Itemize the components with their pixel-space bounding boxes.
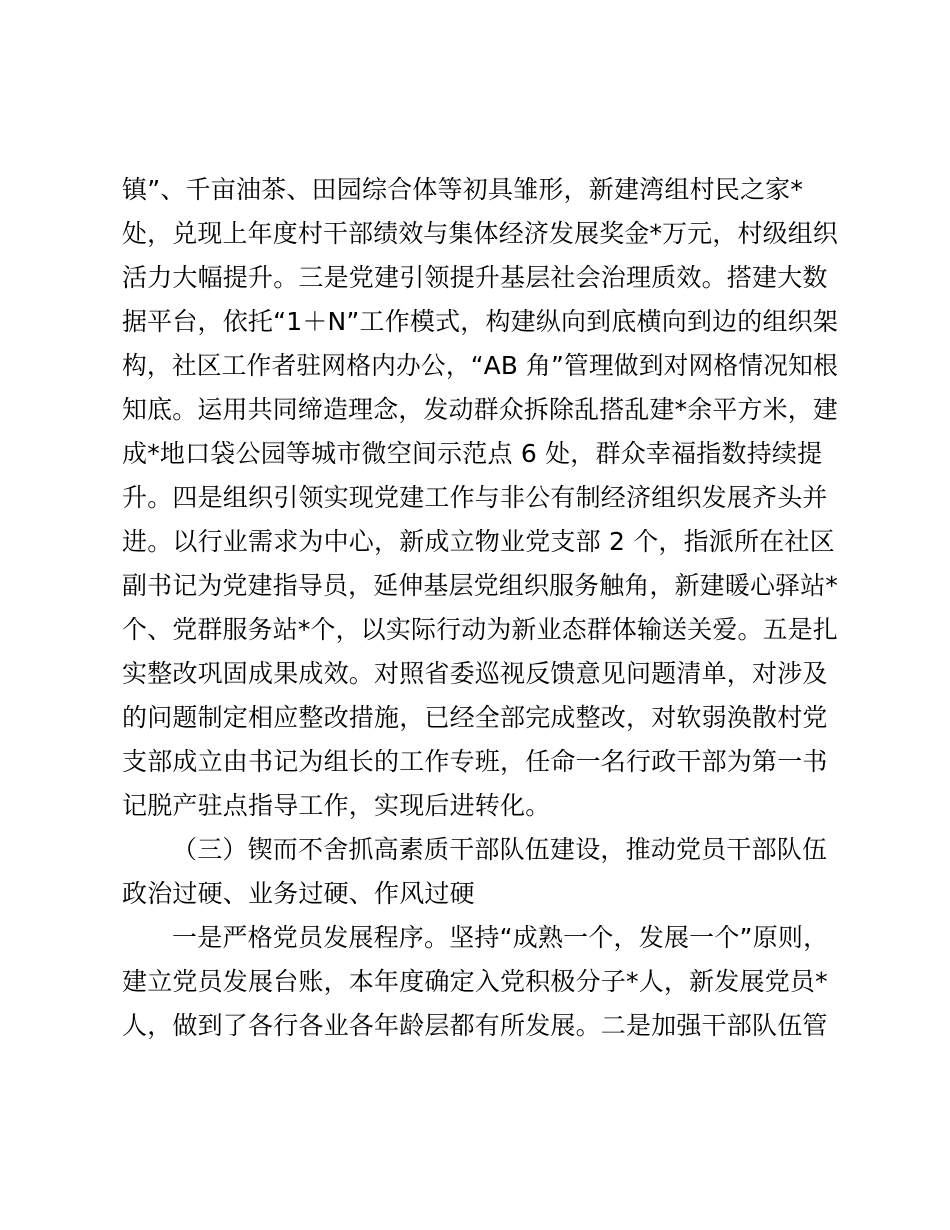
text-line-content: 升。四是组织引领实现党建工作与非公有制经济组织发展齐头并 [122, 483, 828, 512]
text-line [0, 476, 950, 520]
text-line-content: 据平台，依托“1＋N”工作模式，构建纵向到底横向到边的组织架 [122, 307, 839, 336]
text-line [0, 256, 950, 300]
text-line [0, 432, 950, 476]
text-line [0, 696, 950, 740]
text-line [0, 168, 950, 212]
text-line [0, 300, 950, 344]
section-heading-line [0, 828, 950, 872]
text-line [0, 916, 950, 960]
text-line [0, 740, 950, 784]
text-line-content: 建立党员发展台账，本年度确定入党积极分子*人，新发展党员* [122, 967, 828, 996]
text-line [0, 652, 950, 696]
text-line-content: 记脱产驻点指导工作，实现后进转化。 [122, 791, 551, 820]
text-line [0, 1004, 950, 1048]
text-line [0, 212, 950, 256]
text-line-content: 个、党群服务站*个，以实际行动为新业态群体输送关爱。五是扎 [122, 615, 839, 644]
text-line-content: 进。以行业需求为中心，新成立物业党支部 2 个，指派所在社区 [122, 527, 835, 556]
text-line-content: 实整改巩固成果成效。对照省委巡视反馈意见问题清单，对涉及 [122, 659, 828, 688]
text-line-content: 副书记为党建指导员，延伸基层党组织服务触角，新建暖心驿站* [122, 571, 839, 600]
text-line-content: 人，做到了各行各业各年龄层都有所发展。二是加强干部队伍管 [122, 1011, 828, 1040]
section-heading-text: （三）锲而不舍抓高素质干部队伍建设，推动党员干部队伍 [172, 835, 828, 864]
section-heading-text: 政治过硬、业务过硬、作风过硬 [122, 879, 475, 908]
text-line-content: 一是严格党员发展程序。坚持“成熟一个，发展一个”原则， [172, 923, 829, 952]
text-line [0, 520, 950, 564]
text-line [0, 388, 950, 432]
text-line [0, 564, 950, 608]
text-line-content: 支部成立由书记为组长的工作专班，任命一名行政干部为第一书 [122, 747, 828, 776]
text-line-content: 处，兑现上年度村干部绩效与集体经济发展奖金*万元，村级组织 [122, 219, 839, 248]
text-line-content: 知底。运用共同缔造理念，发动群众拆除乱搭乱建*余平方米，建 [122, 395, 839, 424]
section-heading-line [0, 872, 950, 916]
text-line-content: 构，社区工作者驻网格内办公，“AB 角”管理做到对网格情况知根 [122, 351, 838, 380]
text-line [0, 960, 950, 1004]
text-line [0, 608, 950, 652]
text-line [0, 784, 950, 828]
text-line-content: 活力大幅提升。三是党建引领提升基层社会治理质效。搭建大数 [122, 263, 828, 292]
text-line-content: 成*地口袋公园等城市微空间示范点 6 处，群众幸福指数持续提 [122, 439, 823, 468]
text-line [0, 344, 950, 388]
text-line-content: 镇”、千亩油茶、田园综合体等初具雏形，新建湾组村民之家* [122, 175, 804, 204]
text-line-content: 的问题制定相应整改措施，已经全部完成整改，对软弱涣散村党 [122, 703, 828, 732]
